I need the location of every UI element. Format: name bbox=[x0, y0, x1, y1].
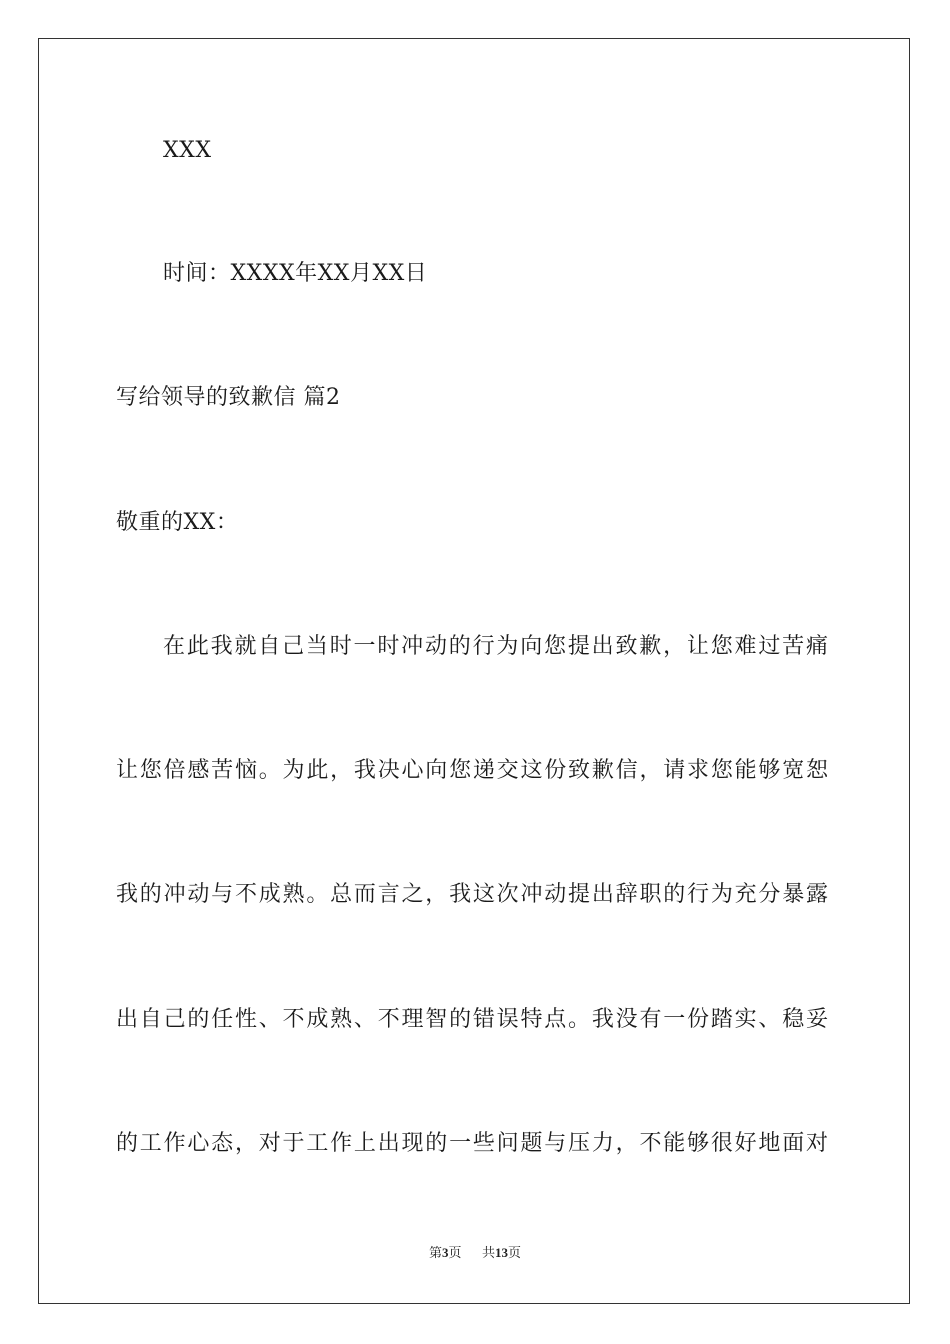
page-label: 第3页 bbox=[428, 1245, 462, 1260]
salutation: 敬重的XX： bbox=[116, 510, 239, 535]
current-page-number: 3 bbox=[441, 1245, 449, 1260]
total-pages-label: 共13页 bbox=[482, 1245, 522, 1260]
page-border bbox=[38, 38, 910, 1304]
total-pages-number: 13 bbox=[495, 1245, 509, 1260]
body-paragraph-line: 我的冲动与不成熟。总而言之，我这次冲动提出辞职的行为充分暴露 bbox=[116, 882, 828, 907]
body-paragraph-line: 的工作心态，对于工作上出现的一些问题与压力，不能够很好地面对 bbox=[116, 1131, 828, 1156]
letter-heading: 写给领导的致歉信 篇2 bbox=[116, 385, 341, 410]
body-paragraph-line: 在此我就自己当时一时冲动的行为向您提出致歉，让您难过苦痛 bbox=[163, 634, 828, 659]
page-footer bbox=[0, 1244, 950, 1262]
date-line: 时间：XXXX年XX月XX日 bbox=[163, 261, 428, 286]
signature: XXX bbox=[163, 138, 212, 163]
body-paragraph-line: 让您倍感苦恼。为此，我决心向您递交这份致歉信，请求您能够宽恕 bbox=[116, 758, 828, 783]
body-paragraph-line: 出自己的任性、不成熟、不理智的错误特点。我没有一份踏实、稳妥 bbox=[116, 1007, 828, 1032]
